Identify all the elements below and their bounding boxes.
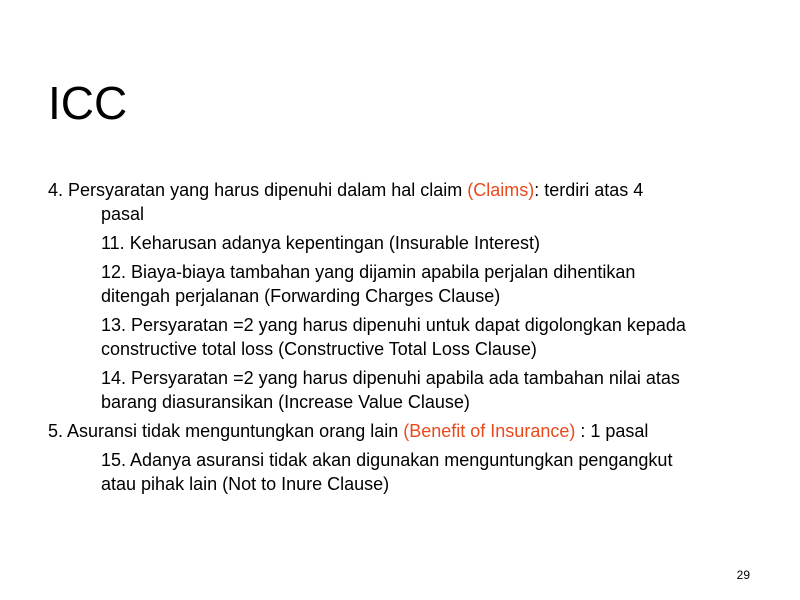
list-item-4-line-1 <box>48 178 760 202</box>
sub-item-12 <box>48 260 760 308</box>
list-item-4-line-2: pasal <box>101 204 145 224</box>
list-item-5 <box>48 419 760 443</box>
sub-item-12-line-1: 12. Biaya-biaya tambahan yang dijamin apabila perjalan dihentikan <box>101 262 636 282</box>
list-item-4 <box>48 178 760 226</box>
sub-item-11-line-1: 11. Keharusan adanya kepentingan (Insurable Interest) <box>101 233 540 253</box>
sub-item-13-line-1: 13. Persyaratan =2 yang harus dipenuhi untuk dapat digolongkan kepada <box>101 315 686 335</box>
sub-item-15 <box>48 448 760 496</box>
claims-highlight: (Claims) <box>467 180 535 200</box>
sub-item-14 <box>48 366 760 414</box>
slide-body <box>48 178 760 501</box>
sub-item-11 <box>48 231 760 255</box>
slide-title: ICC <box>48 77 128 129</box>
sub-item-13 <box>48 313 760 361</box>
sub-item-15-line-2: atau pihak lain (Not to Inure Clause) <box>101 474 390 494</box>
list-item-5-text-end: : 1 pasal <box>575 421 649 441</box>
sub-item-14-line-1: 14. Persyaratan =2 yang harus dipenuhi apabila ada tambahan nilai atas <box>101 368 680 388</box>
sub-item-12-line-2: ditengah perjalanan (Forwarding Charges Clause) <box>101 286 501 306</box>
benefit-of-insurance-highlight: (Benefit of Insurance) <box>403 421 576 441</box>
list-item-5-line-1 <box>48 419 760 443</box>
page-number: 29 <box>736 568 750 582</box>
list-item-4-text: 4. Persyaratan yang harus dipenuhi dalam hal claim <box>48 180 468 200</box>
sub-item-13-line-2: constructive total loss (Constructive Total Loss Clause) <box>101 339 537 359</box>
sub-item-14-line-2: barang diasuransikan (Increase Value Clause) <box>101 392 470 412</box>
list-item-4-text-end: : terdiri atas 4 <box>534 180 644 200</box>
sub-item-15-line-1: 15. Adanya asuransi tidak akan digunakan menguntungkan pengangkut <box>101 450 673 470</box>
list-item-5-text: 5. Asuransi tidak menguntungkan orang lain <box>48 421 404 441</box>
